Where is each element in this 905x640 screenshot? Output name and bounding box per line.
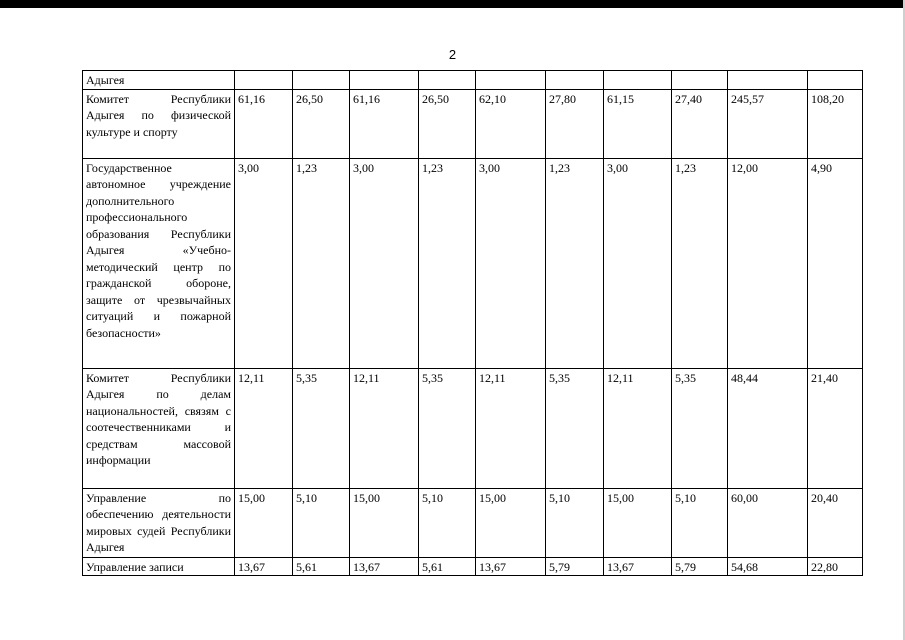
value-cell <box>476 71 546 90</box>
value-cell: 12,11 <box>235 368 293 488</box>
page-number: 2 <box>448 47 457 62</box>
value-cell: 13,67 <box>604 557 672 576</box>
value-cell: 5,35 <box>293 368 350 488</box>
value-cell <box>728 71 808 90</box>
organization-name-cell: Комитет Республики Адыгея по физической культуре и спорту <box>83 89 235 158</box>
table-body <box>83 71 863 576</box>
organization-name-cell: Адыгея <box>83 71 235 90</box>
value-cell: 108,20 <box>808 89 863 158</box>
value-cell: 48,44 <box>728 368 808 488</box>
value-cell: 15,00 <box>604 488 672 557</box>
value-cell: 60,00 <box>728 488 808 557</box>
value-cell <box>350 71 419 90</box>
organization-name-cell: Управление записи <box>83 557 235 576</box>
value-cell: 27,40 <box>672 89 728 158</box>
organization-name-cell: Управление по обеспечению деятельности мировых судей Республики Адыгея <box>83 488 235 557</box>
table-row <box>83 488 863 557</box>
value-cell: 26,50 <box>293 89 350 158</box>
value-cell <box>546 71 604 90</box>
value-cell: 5,35 <box>672 368 728 488</box>
scan-top-border <box>0 0 905 8</box>
value-cell: 3,00 <box>604 158 672 368</box>
value-cell <box>808 71 863 90</box>
value-cell: 20,40 <box>808 488 863 557</box>
value-cell: 5,10 <box>419 488 476 557</box>
value-cell: 5,35 <box>546 368 604 488</box>
value-cell <box>235 71 293 90</box>
table-row <box>83 368 863 488</box>
value-cell: 12,00 <box>728 158 808 368</box>
value-cell <box>604 71 672 90</box>
value-cell: 26,50 <box>419 89 476 158</box>
organization-name-cell: Комитет Республики Адыгея по делам национальностей, связям с соотечественниками и средствам массовой информации <box>83 368 235 488</box>
table-row <box>83 71 863 90</box>
value-cell: 15,00 <box>235 488 293 557</box>
value-cell: 15,00 <box>350 488 419 557</box>
value-cell: 4,90 <box>808 158 863 368</box>
value-cell: 5,61 <box>419 557 476 576</box>
value-cell: 1,23 <box>672 158 728 368</box>
value-cell: 15,00 <box>476 488 546 557</box>
value-cell: 245,57 <box>728 89 808 158</box>
value-cell: 5,79 <box>546 557 604 576</box>
table-row <box>83 89 863 158</box>
value-cell: 21,40 <box>808 368 863 488</box>
value-cell: 61,16 <box>350 89 419 158</box>
value-cell: 22,80 <box>808 557 863 576</box>
value-cell: 12,11 <box>476 368 546 488</box>
budget-table <box>82 70 863 576</box>
value-cell: 27,80 <box>546 89 604 158</box>
value-cell: 13,67 <box>476 557 546 576</box>
value-cell <box>672 71 728 90</box>
value-cell: 13,67 <box>350 557 419 576</box>
value-cell: 3,00 <box>235 158 293 368</box>
table-row <box>83 158 863 368</box>
value-cell: 61,15 <box>604 89 672 158</box>
value-cell: 5,35 <box>419 368 476 488</box>
value-cell: 5,10 <box>293 488 350 557</box>
value-cell: 5,10 <box>672 488 728 557</box>
value-cell: 12,11 <box>604 368 672 488</box>
value-cell: 1,23 <box>546 158 604 368</box>
value-cell <box>419 71 476 90</box>
value-cell: 61,16 <box>235 89 293 158</box>
value-cell: 13,67 <box>235 557 293 576</box>
value-cell <box>293 71 350 90</box>
value-cell: 62,10 <box>476 89 546 158</box>
organization-name-cell: Государственное автономное учреждение дополнительного профессионального образования Республики Адыгея «Учебно-методический центр по гражданской обороне, защите от чрезвычайных ситуаций и пожарной безопасности» <box>83 158 235 368</box>
value-cell: 5,61 <box>293 557 350 576</box>
value-cell: 3,00 <box>476 158 546 368</box>
value-cell: 12,11 <box>350 368 419 488</box>
value-cell: 3,00 <box>350 158 419 368</box>
value-cell: 1,23 <box>293 158 350 368</box>
table-row <box>83 557 863 576</box>
value-cell: 5,79 <box>672 557 728 576</box>
value-cell: 5,10 <box>546 488 604 557</box>
value-cell: 54,68 <box>728 557 808 576</box>
value-cell: 1,23 <box>419 158 476 368</box>
